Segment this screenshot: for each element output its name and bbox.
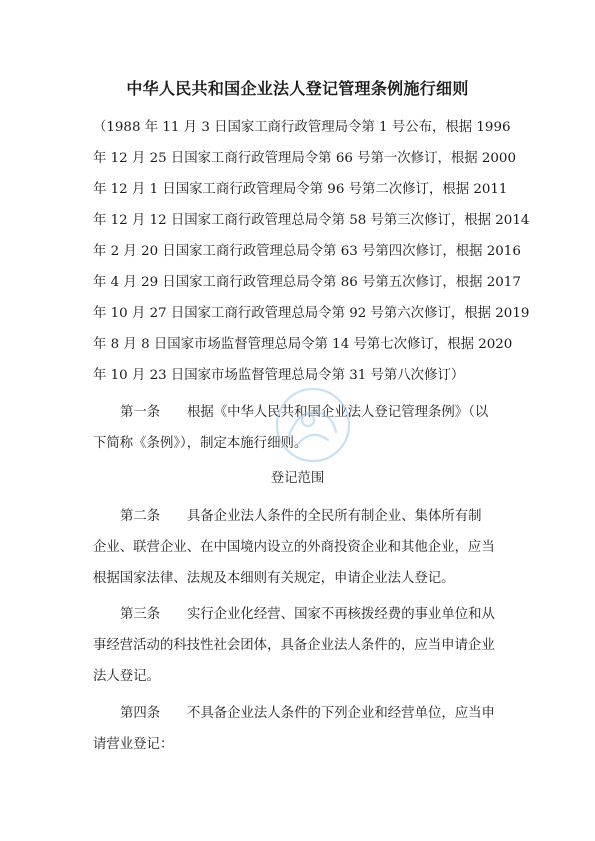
preamble-line: 年 10 月 23 日国家市场监督管理总局令第 31 号第八次修订） [93,368,465,383]
preamble-line: 年 12 月 12 日国家工商行政管理总局令第 58 号第三次修订，根据 2014 [93,213,530,228]
article-3-line: 法人登记。 [93,669,160,684]
article-2-line: 企业、联营企业、在中国境内设立的外商投资企业和其他企业，应当 [93,540,495,555]
article-3-line: 事经营活动的科技性社会团体，具备企业法人条件的，应当申请企业 [93,638,495,653]
article-4-line: 请营业登记： [93,737,174,752]
preamble-line: 年 8 月 8 日国家市场监督管理总局令第 14 号第七次修订，根据 2020 [93,337,513,352]
article-1-line: 第一条 根据《中华人民共和国企业法人登记管理条例》（以 [120,405,489,420]
article-3-line: 第三条 实行企业化经营、国家不再核拨经费的事业单位和从 [120,607,495,622]
document-title: 中华人民共和国企业法人登记管理条例施行细则 [126,79,469,98]
preamble-line: （1988 年 11 月 3 日国家工商行政管理局令第 1 号公布，根据 1996 [93,120,511,135]
preamble-line: 年 12 月 1 日国家工商行政管理局令第 96 号第二次修订，根据 2011 [93,182,508,197]
preamble-line: 年 12 月 25 日国家工商行政管理局令第 66 号第一次修订，根据 2000 [93,151,516,166]
preamble-line: 年 4 月 29 日国家工商行政管理总局令第 86 号第五次修订，根据 2017 [93,275,521,290]
article-2-line: 根据国家法律、法规及本细则有关规定，申请企业法人登记。 [93,571,455,586]
logo-watermark-icon [268,380,358,470]
article-2-line: 第二条 具备企业法人条件的全民所有制企业、集体所有制 [120,509,482,524]
article-4-line: 第四条 不具备企业法人条件的下列企业和经营单位，应当申 [120,706,495,721]
preamble-line: 年 2 月 20 日国家工商行政管理总局令第 63 号第四次修订，根据 2016 [93,244,521,259]
section-heading: 登记范围 [270,471,325,486]
article-1-line: 下简称《条例》），制定本施行细则。 [93,436,308,451]
preamble-line: 年 10 月 27 日国家工商行政管理总局令第 92 号第六次修订，根据 2019 [93,306,530,321]
